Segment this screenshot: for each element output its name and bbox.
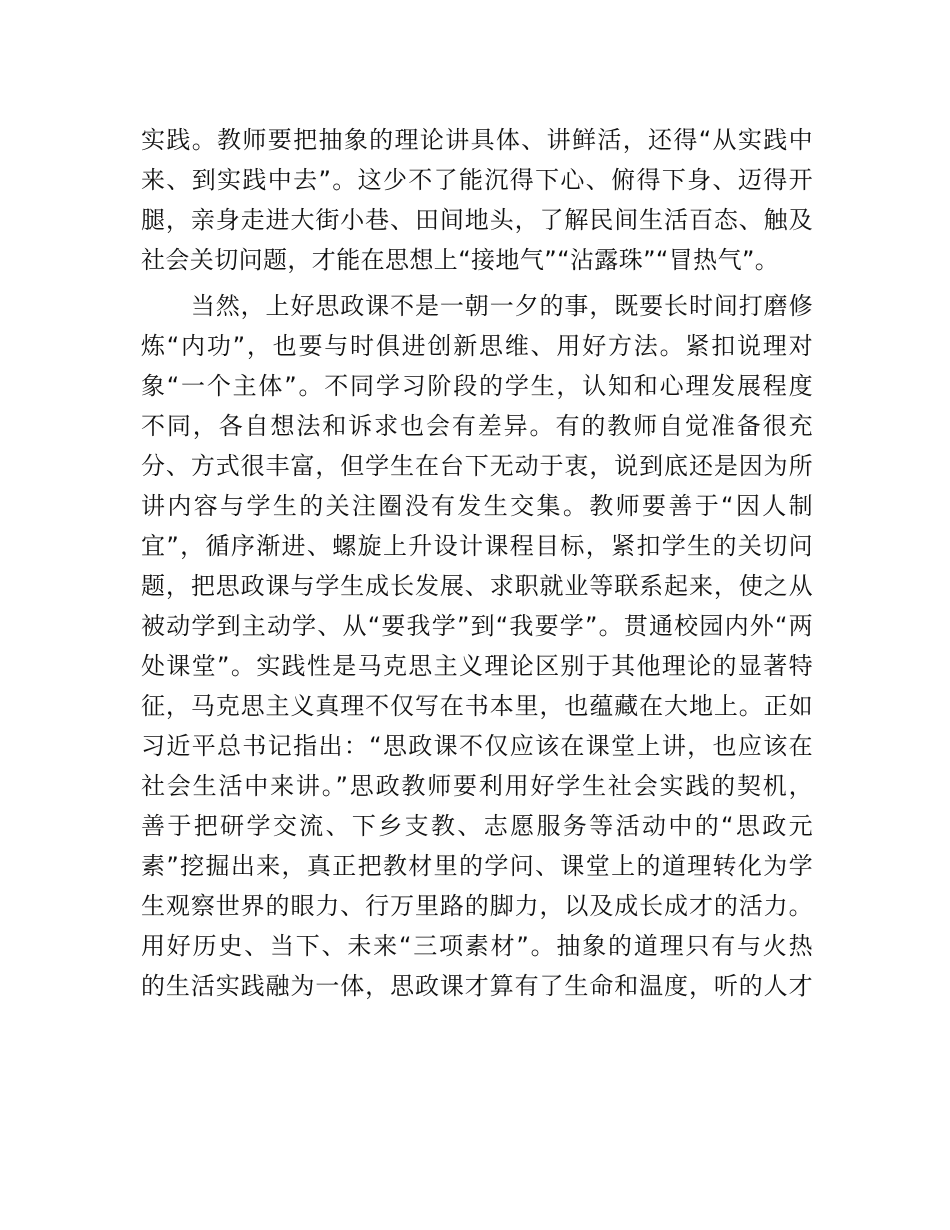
text-line: 用好历史、当下、未来“三项素材”。抽象的道理只有与火热: [141, 932, 813, 960]
text-line: 习近平总书记指出：“思政课不仅应该在课堂上讲，也应该在: [141, 732, 813, 760]
text-line: 象“一个主体”。不同学习阶段的学生，认知和心理发展程度: [141, 372, 813, 400]
text-line: 处课堂”。实践性是马克思主义理论区别于其他理论的显著特: [141, 652, 813, 680]
text-line: 炼“内功”，也要与时俱进创新思维、用好方法。紧扣说理对: [141, 332, 813, 360]
text-line: 宜”，循序渐进、螺旋上升设计课程目标，紧扣学生的关切问: [141, 532, 813, 560]
text-line: 题，把思政课与学生成长发展、求职就业等联系起来，使之从: [141, 572, 813, 600]
text-line: 实践。教师要把抽象的理论讲具体、讲鲜活，还得“从实践中: [141, 126, 813, 154]
text-line: 生观察世界的眼力、行万里路的脚力，以及成长成才的活力。: [141, 892, 813, 920]
text-line: 被动学到主动学、从“要我学”到“我要学”。贯通校园内外“两: [141, 612, 813, 640]
text-line: 不同，各自想法和诉求也会有差异。有的教师自觉准备很充: [141, 412, 813, 440]
text-line: 分、方式很丰富，但学生在台下无动于衷，说到底还是因为所: [141, 452, 813, 480]
paragraph-2: [141, 286, 813, 1006]
text-line: 当然，上好思政课不是一朝一夕的事，既要长时间打磨修: [141, 292, 813, 320]
text-line: 社会生活中来讲。”思政教师要利用好学生社会实践的契机，: [141, 772, 813, 800]
text-line: 来、到实践中去”。这少不了能沉得下心、俯得下身、迈得开: [141, 166, 813, 194]
body-text: [141, 120, 813, 1006]
text-line: 素”挖掘出来，真正把教材里的学问、课堂上的道理转化为学: [141, 852, 813, 880]
text-line: 征，马克思主义真理不仅写在书本里，也蕴藏在大地上。正如: [141, 692, 813, 720]
text-line: 的生活实践融为一体，思政课才算有了生命和温度，听的人才: [141, 972, 813, 1000]
paragraph-1: [141, 120, 813, 280]
text-line: 社会关切问题，才能在思想上“接地气”“沾露珠”“冒热气”。: [141, 246, 780, 274]
text-line: 善于把研学交流、下乡支教、志愿服务等活动中的“思政元: [141, 812, 813, 840]
text-line: 讲内容与学生的关注圈没有发生交集。教师要善于“因人制: [141, 492, 813, 520]
text-line: 腿，亲身走进大街小巷、田间地头，了解民间生活百态、触及: [141, 206, 813, 234]
